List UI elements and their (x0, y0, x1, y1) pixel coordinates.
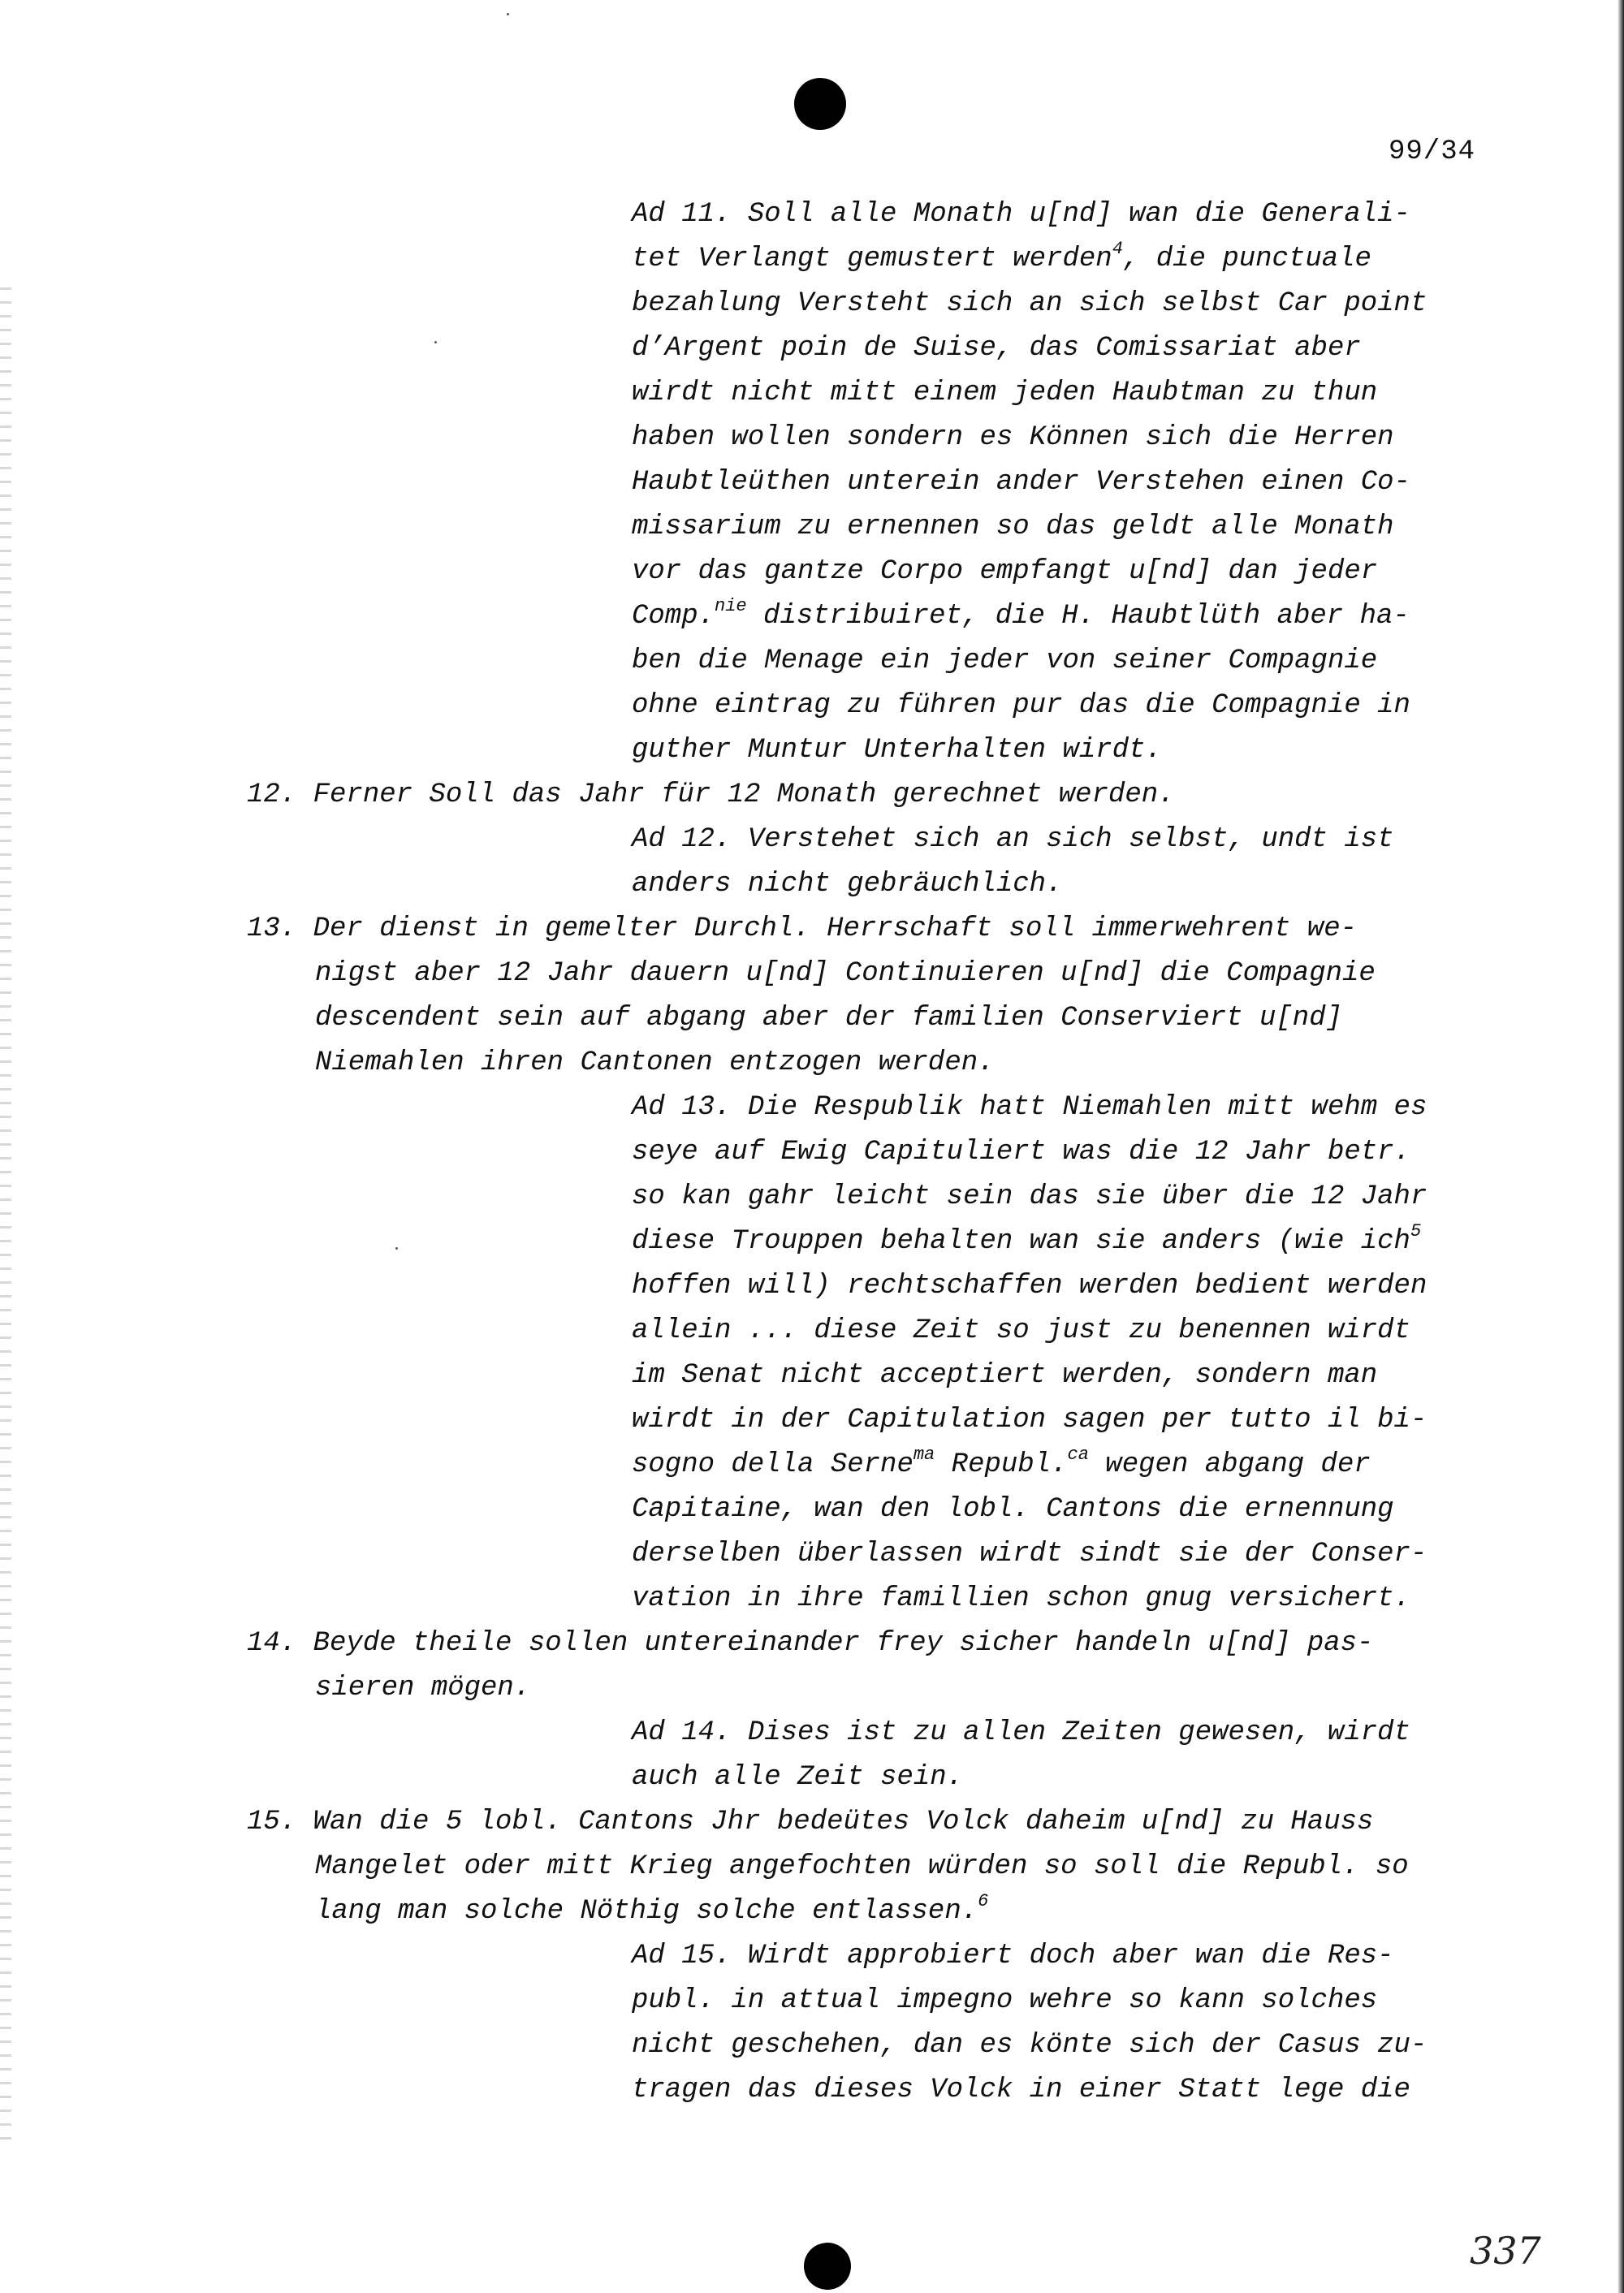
punch-hole-bottom (804, 2243, 851, 2290)
text-line: so kan gahr leicht sein das sie über die 12 Jahr (632, 1181, 1427, 1212)
article-line: 14. Beyde theile sollen untereinander frey sicher handeln u[nd] pas- (247, 1628, 1374, 1659)
article-line: lang man solche Nöthig solche entlassen.$^6$ (315, 1891, 989, 1927)
text-line: wirdt nicht mitt einem jeden Haubtman zu thun (632, 378, 1378, 408)
text-line: allein ... diese Zeit so just zu benennen wirdt (632, 1315, 1410, 1346)
footnote-marker: 5 (1410, 1221, 1422, 1242)
scan-speck (395, 1247, 398, 1250)
scan-speck (507, 13, 509, 15)
text-line: publ. in attual impegno wehre so kann solches (632, 1985, 1378, 2016)
text-line: Capitaine, wan den lobl. Cantons die ernennung (632, 1494, 1394, 1525)
text-line: Ad 11. Soll alle Monath u[nd] wan die Generali- (632, 199, 1410, 230)
text-line: im Senat nicht acceptiert werden, sondern man (632, 1360, 1378, 1391)
text-line: Ad 14. Dises ist zu allen Zeiten gewesen, wirdt (632, 1717, 1410, 1748)
text-line: diese Trouppen behalten wan sie anders (wie ich$^5$ (632, 1221, 1422, 1257)
text-line: seye auf Ewig Capituliert was die 12 Jahr betr. (632, 1137, 1410, 1168)
scan-edge-left (0, 276, 11, 2144)
article-line: Niemahlen ihren Cantonen entzogen werden. (315, 1047, 995, 1078)
text-line: Ad 15. Wirdt approbiert doch aber wan die Res- (632, 1941, 1394, 1971)
text-line: derselben überlassen wirdt sindt sie der Conser- (632, 1539, 1427, 1570)
text-line: wirdt in der Capitulation sagen per tutto il bi- (632, 1405, 1427, 1436)
text-line: haben wollen sondern es Können sich die Herren (632, 422, 1394, 453)
text-line: Haubtleüthen unterein ander Verstehen einen Co- (632, 467, 1410, 498)
text-line: missarium zu ernennen so das geldt alle Monath (632, 512, 1394, 542)
text-line: anders nicht gebräuchlich. (632, 869, 1063, 900)
text-line: ohne eintrag zu führen pur das die Compagnie in (632, 690, 1410, 721)
superscript: nie (715, 596, 747, 616)
punch-hole-top (794, 78, 846, 130)
article-line: Mangelet oder mitt Krieg angefochten würden so soll die Republ. so (315, 1851, 1409, 1882)
text-line: vation in ihre famillien schon gnug versichert. (632, 1583, 1410, 1614)
text-line: guther Muntur Unterhalten wirdt. (632, 735, 1162, 766)
article-line: 15. Wan die 5 lobl. Cantons Jhr bedeütes Volck daheim u[nd] zu Hauss (247, 1807, 1374, 1837)
text-line: bezahlung Versteht sich an sich selbst Car point (632, 288, 1427, 319)
scan-speck (434, 341, 437, 343)
text-line: Ad 13. Die Respublik hatt Niemahlen mitt wehm es (632, 1092, 1427, 1123)
text-line: ben die Menage ein jeder von seiner Compagnie (632, 646, 1378, 676)
scan-edge-right (1618, 0, 1624, 2293)
text-line: tragen das dieses Volck in einer Statt lege die (632, 2075, 1410, 2105)
footnote-marker: 6 (978, 1891, 989, 1911)
article-line: nigst aber 12 Jahr dauern u[nd] Continuieren u[nd] die Compagnie (315, 958, 1376, 989)
handwritten-folio-number: 337 (1470, 2229, 1541, 2273)
text-line: hoffen will) rechtschaffen werden bedient werden (632, 1271, 1427, 1302)
article-line: 13. Der dienst in gemelter Durchl. Herrschaft soll immerwehrent we- (247, 913, 1358, 944)
text-line: tet Verlangt gemustert werden$^4$, die punctuale (632, 239, 1371, 274)
text-line: Comp.$^{nie}$ distribuiret, die H. Haubtlüth aber ha- (632, 596, 1410, 632)
text-line: Ad 12. Verstehet sich an sich selbst, undt ist (632, 824, 1394, 855)
text-line: nicht geschehen, dan es könte sich der Casus zu- (632, 2030, 1427, 2061)
text-line: d’Argent poin de Suise, das Comissariat aber (632, 333, 1361, 364)
superscript: ma (913, 1444, 935, 1465)
page-number: 99/34 (1389, 136, 1476, 167)
text-line: sogno della Serne$^{ma}$ Republ.$^{ca}$ wegen abgang der (632, 1444, 1371, 1480)
article-line: sieren mögen. (315, 1673, 531, 1704)
text-line: auch alle Zeit sein. (632, 1762, 964, 1793)
footnote-marker: 4 (1112, 239, 1123, 259)
article-line: descendent sein auf abgang aber der familien Conserviert u[nd] (315, 1003, 1343, 1034)
superscript: ca (1067, 1444, 1089, 1465)
article-line: 12. Ferner Soll das Jahr für 12 Monath gerechnet werden. (247, 779, 1175, 810)
text-line: vor das gantze Corpo empfangt u[nd] dan jeder (632, 556, 1378, 587)
